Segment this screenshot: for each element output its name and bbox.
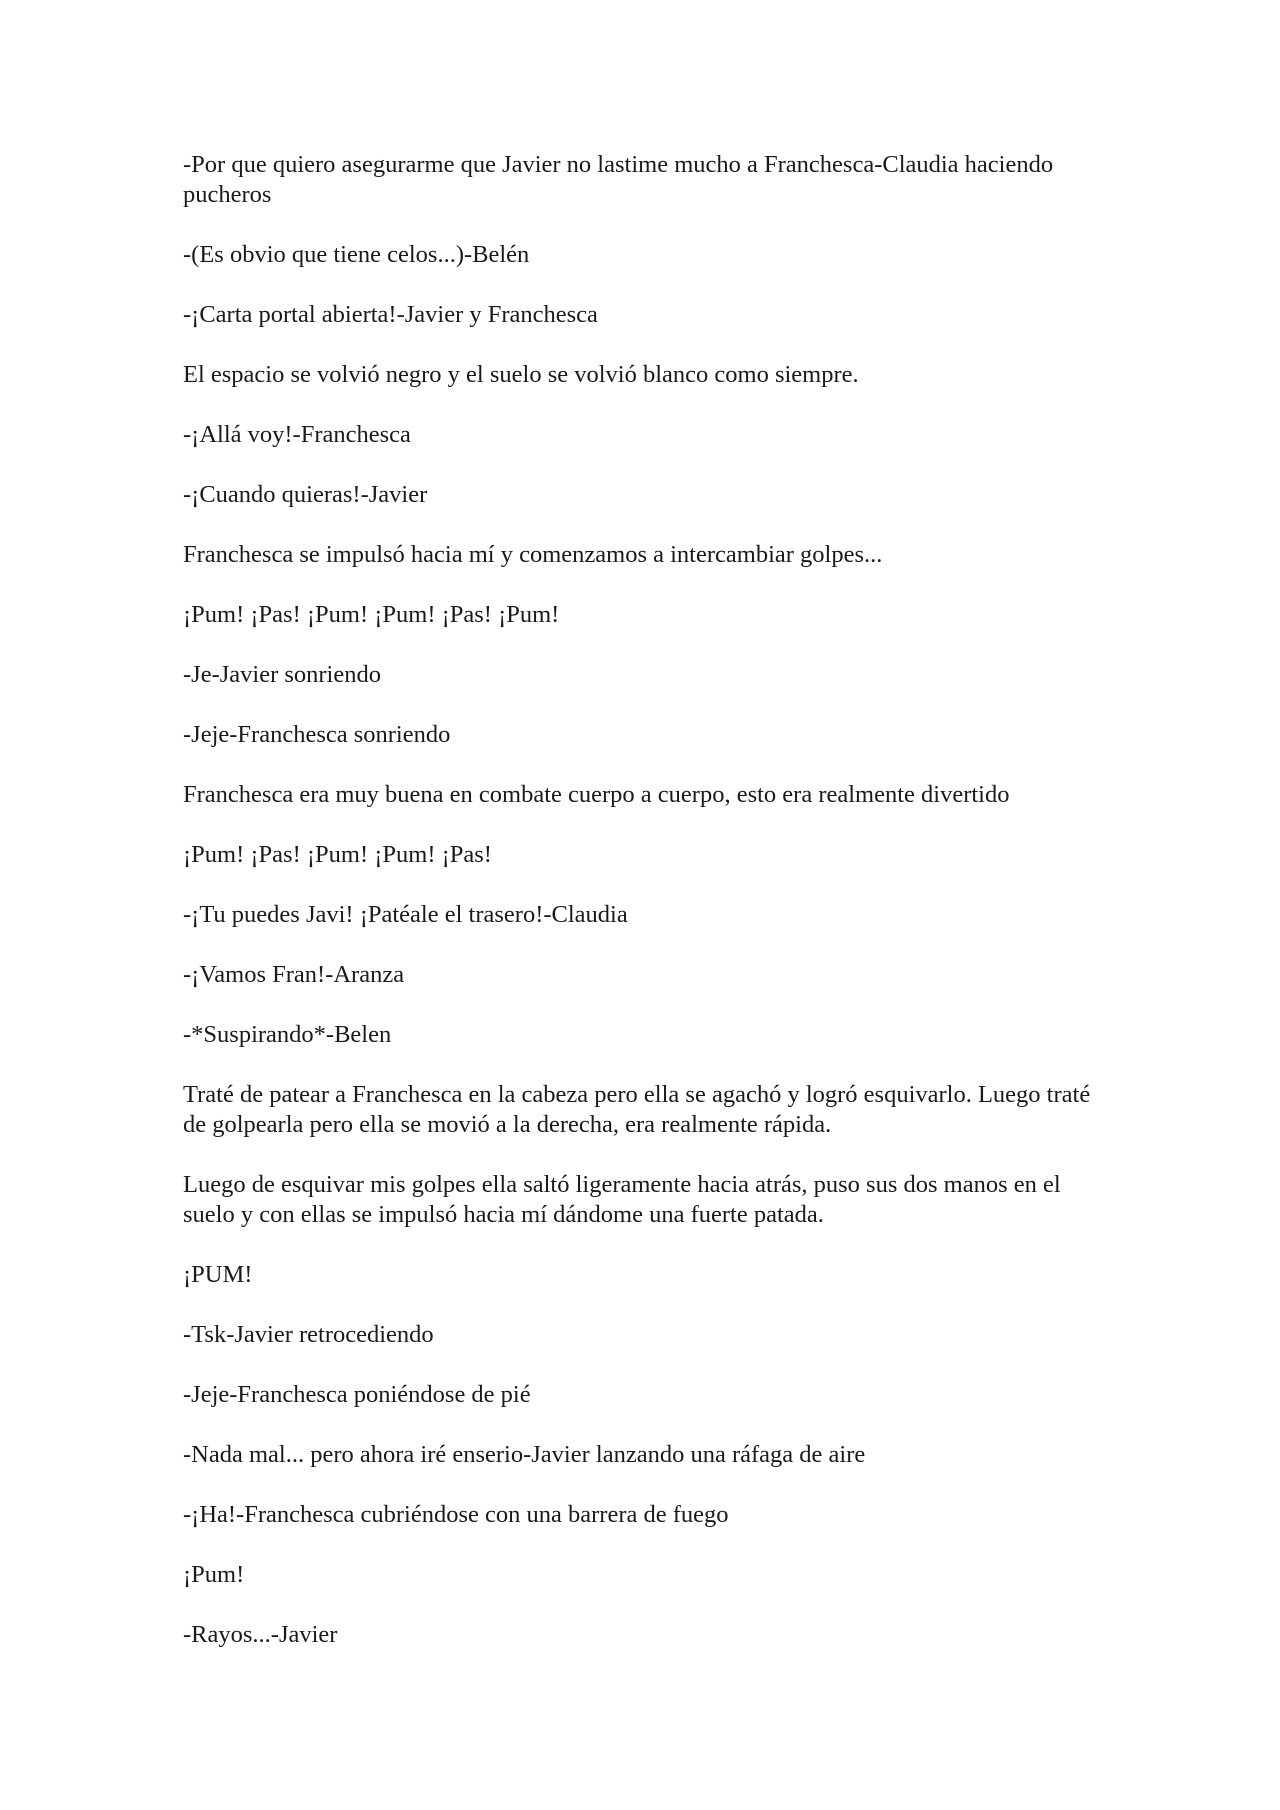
- paragraph: -Rayos...-Javier: [183, 1621, 338, 1648]
- paragraph: El espacio se volvió negro y el suelo se volvió blanco como siempre.: [183, 361, 859, 388]
- paragraph: -¡Cuando quieras!-Javier: [183, 481, 428, 508]
- paragraph: -Jeje-Franchesca poniéndose de pié: [183, 1381, 531, 1408]
- paragraph: -Por que quiero asegurarme que Javier no lastime mucho a Franchesca-Claudia haciendo pucheros: [183, 151, 1054, 208]
- paragraph: Franchesca se impulsó hacia mí y comenzamos a intercambiar golpes...: [183, 541, 883, 568]
- paragraph: Traté de patear a Franchesca en la cabeza pero ella se agachó y logró esquivarlo. Luego traté de golpearla pero ella se movió a la derecha, era realmente rápida.: [183, 1081, 1091, 1138]
- paragraph: -(Es obvio que tiene celos...)-Belén: [183, 241, 530, 268]
- document-body: [183, 150, 1103, 1680]
- paragraph: ¡Pum!: [183, 1561, 245, 1588]
- paragraph: -¡Allá voy!-Franchesca: [183, 421, 411, 448]
- paragraph: -Je-Javier sonriendo: [183, 661, 381, 688]
- paragraph: -¡Carta portal abierta!-Javier y Franchesca: [183, 301, 598, 328]
- paragraph: ¡PUM!: [183, 1261, 253, 1288]
- paragraph: -¡Ha!-Franchesca cubriéndose con una barrera de fuego: [183, 1501, 729, 1528]
- paragraph: Franchesca era muy buena en combate cuerpo a cuerpo, esto era realmente divertido: [183, 781, 1010, 808]
- paragraph: -Nada mal... pero ahora iré enserio-Javier lanzando una ráfaga de aire: [183, 1441, 866, 1468]
- paragraph: -Tsk-Javier retrocediendo: [183, 1321, 434, 1348]
- paragraph: -¡Tu puedes Javi! ¡Patéale el trasero!-Claudia: [183, 901, 628, 928]
- paragraph: Luego de esquivar mis golpes ella saltó ligeramente hacia atrás, puso sus dos manos en el suelo y con ellas se impulsó hacia mí dándome una fuerte patada.: [183, 1171, 1061, 1228]
- paragraph: ¡Pum! ¡Pas! ¡Pum! ¡Pum! ¡Pas!: [183, 841, 492, 868]
- paragraph: -*Suspirando*-Belen: [183, 1021, 392, 1048]
- paragraph: ¡Pum! ¡Pas! ¡Pum! ¡Pum! ¡Pas! ¡Pum!: [183, 601, 560, 628]
- paragraph: -¡Vamos Fran!-Aranza: [183, 961, 405, 988]
- paragraph: -Jeje-Franchesca sonriendo: [183, 721, 451, 748]
